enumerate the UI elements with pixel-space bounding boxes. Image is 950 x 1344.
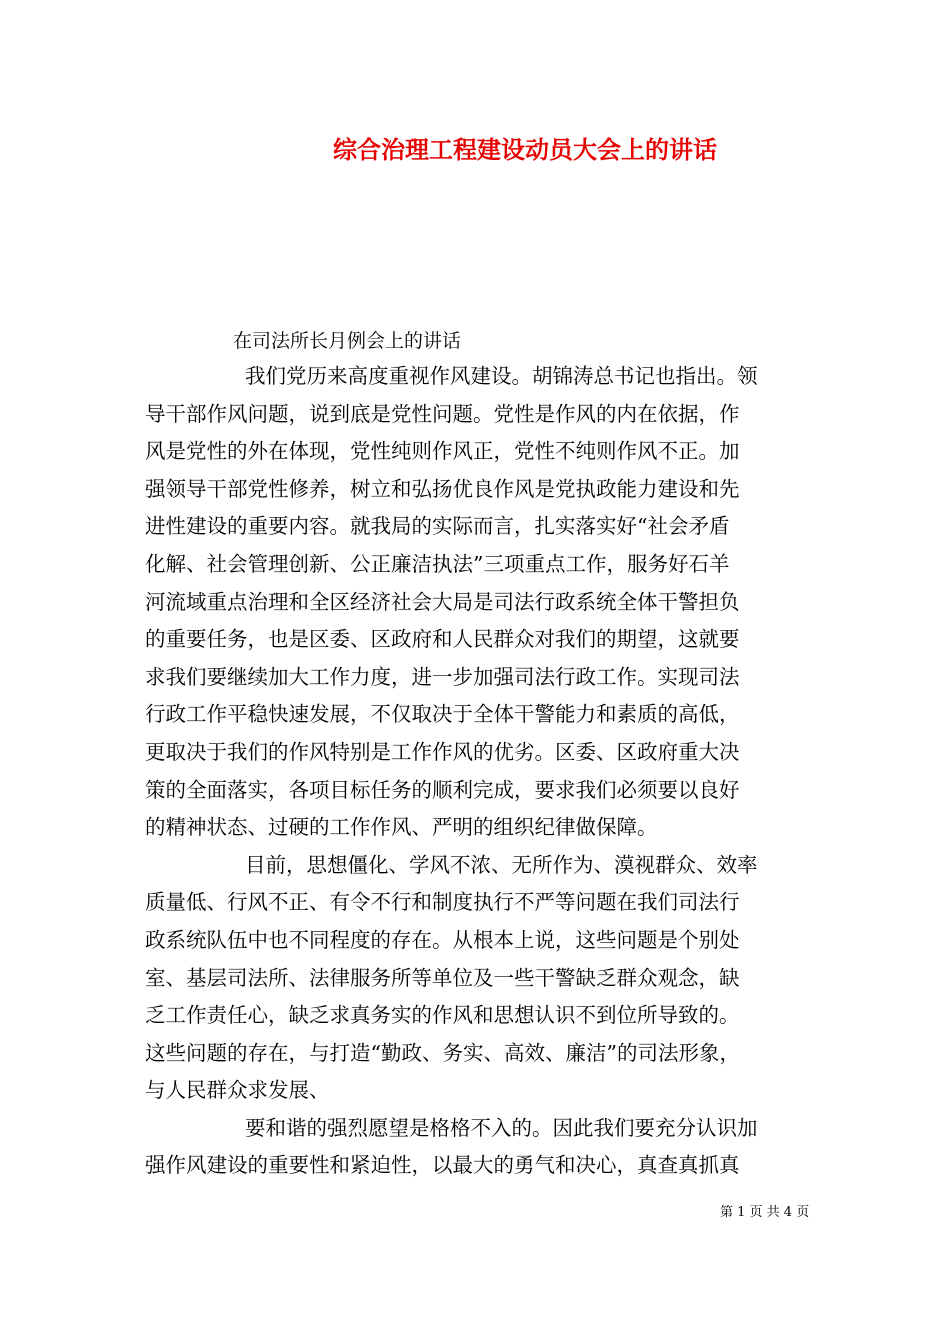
body-line: 我们党历来高度重视作风建设。胡锦涛总书记也指出。领 — [245, 364, 758, 388]
body-line: 风是党性的外在体现，党性纯则作风正，党性不纯则作风不正。加 — [145, 439, 740, 464]
body-line: 质量低、行风不正、有令不行和制度执行不严等问题在我们司法行 — [145, 890, 740, 915]
body-line: 强作风建设的重要性和紧迫性，以最大的勇气和决心，真查真抓真 — [145, 1153, 740, 1178]
body-line: 行政工作平稳快速发展，不仅取决于全体干警能力和素质的高低， — [145, 702, 740, 727]
body-line: 强领导干部党性修养，树立和弘扬优良作风是党执政能力建设和先 — [145, 476, 740, 501]
document-subtitle: 在司法所长月例会上的讲话 — [233, 330, 462, 352]
document-body — [145, 358, 810, 1185]
body-line: 政系统队伍中也不同程度的存在。从根本上说，这些问题是个别处 — [145, 927, 740, 952]
body-line: 的精神状态、过硬的工作作风、严明的组织纪律做保障。 — [145, 815, 658, 840]
body-line: 策的全面落实，各项目标任务的顺利完成，要求我们必须要以良好 — [145, 777, 740, 802]
body-line: 的重要任务，也是区委、区政府和人民群众对我们的期望，这就要 — [145, 627, 740, 652]
body-line: 更取决于我们的作风特别是工作作风的优劣。区委、区政府重大决 — [145, 739, 740, 764]
body-line: 化解、社会管理创新、公正廉洁执法”三项重点工作，服务好石羊 — [145, 551, 730, 576]
body-line: 目前，思想僵化、学风不浓、无所作为、漠视群众、效率 — [245, 852, 758, 877]
body-line: 导干部作风问题，说到底是党性问题。党性是作风的内在依据，作 — [145, 401, 740, 426]
body-line: 河流域重点治理和全区经济社会大局是司法行政系统全体干警担负 — [145, 589, 740, 614]
page-footer: 第 1 页 共 4 页 — [720, 1205, 810, 1220]
body-line: 这些问题的存在，与打造“勤政、务实、高效、廉洁”的司法形象， — [145, 1040, 740, 1065]
body-line: 进性建设的重要内容。就我局的实际而言，扎实落实好“社会矛盾 — [145, 514, 730, 539]
body-line: 要和谐的强烈愿望是格格不入的。因此我们要充分认识加 — [245, 1115, 758, 1140]
body-line: 与人民群众求发展、 — [145, 1078, 330, 1103]
document-title: 综合治理工程建设动员大会上的讲话 — [333, 135, 717, 164]
body-line: 求我们要继续加大工作力度，进一步加强司法行政工作。实现司法 — [145, 664, 740, 689]
body-line: 室、基层司法所、法律服务所等单位及一些干警缺乏群众观念，缺 — [145, 965, 740, 990]
body-line: 乏工作责任心，缺乏求真务实的作风和思想认识不到位所导致的。 — [145, 1003, 740, 1028]
